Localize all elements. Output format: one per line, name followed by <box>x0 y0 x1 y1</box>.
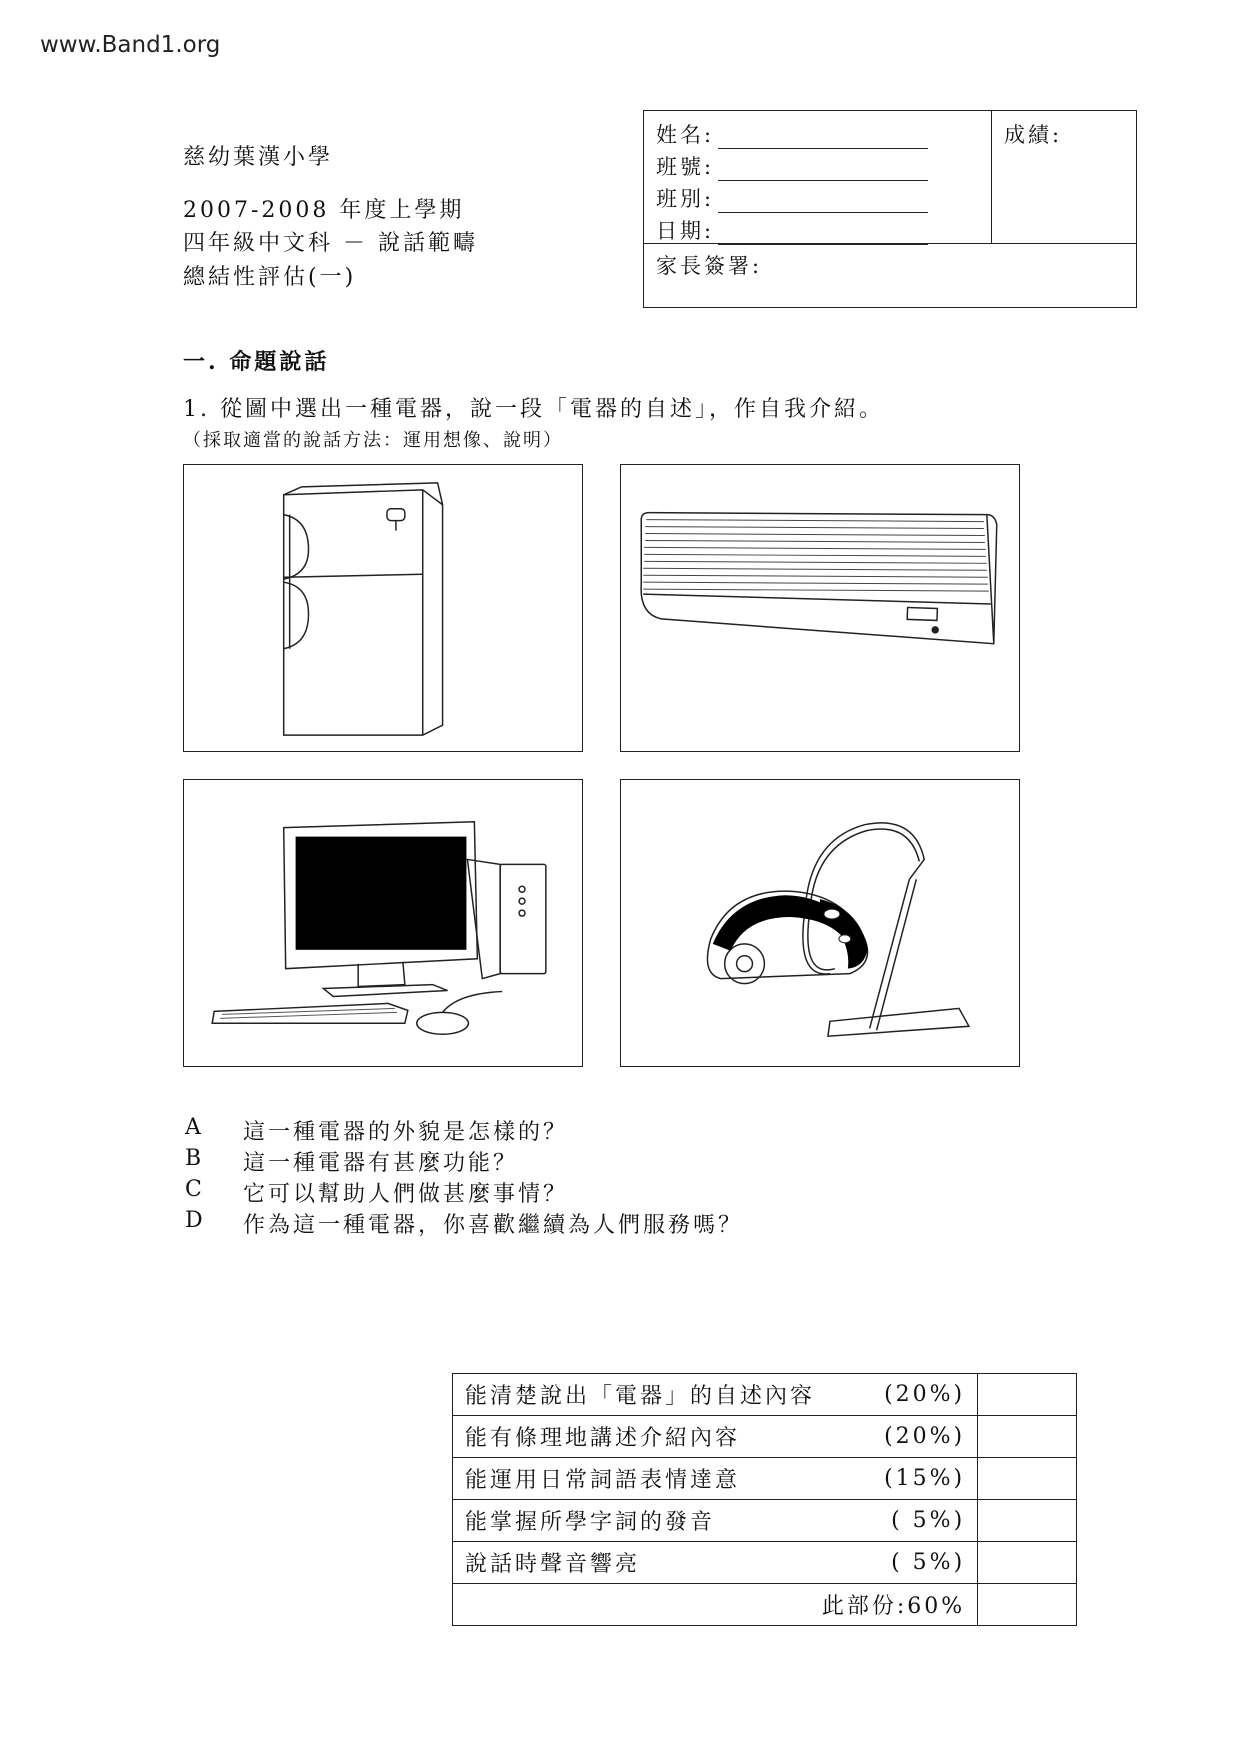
rubric-criterion: 能掌握所學字詞的發音 <box>465 1510 716 1535</box>
class-number-label: 班號: <box>656 155 715 179</box>
air-conditioner-icon <box>621 465 1019 751</box>
name-field[interactable] <box>656 119 928 149</box>
rubric-criterion: 能有條理地講述介紹內容 <box>465 1426 741 1451</box>
rubric-weight: (15%) <box>884 1466 966 1491</box>
class-field[interactable] <box>656 183 928 213</box>
prompt-letter: A <box>185 1115 204 1140</box>
watermark: www.Band1.org <box>40 32 221 58</box>
rubric-weight: (20%) <box>884 1424 966 1449</box>
prompt-text: 它可以幫助人們做甚麼事情？ <box>243 1182 569 1207</box>
parent-signature-cell[interactable] <box>644 243 1136 307</box>
air-conditioner-picture <box>620 464 1020 752</box>
rubric-total-row <box>453 1584 1077 1626</box>
rubric-weight: ( 5%) <box>891 1508 966 1533</box>
score-cell[interactable] <box>992 111 1136 243</box>
refrigerator-picture <box>183 464 583 752</box>
prompt-text: 作為這一種電器，你喜歡繼續為人們服務嗎？ <box>243 1213 744 1238</box>
question-note: （採取適當的說話方法：運用想像、說明） <box>183 430 563 451</box>
rubric-table <box>452 1373 1077 1626</box>
assessment-title: 總結性評估(一) <box>183 265 357 290</box>
score-box[interactable] <box>978 1374 1077 1416</box>
parent-signature-label: 家長簽署: <box>656 254 763 278</box>
prompt-letter: D <box>185 1208 206 1233</box>
prompt-b <box>185 1146 518 1177</box>
student-info-box <box>643 110 1137 308</box>
student-fields <box>644 111 992 243</box>
prompt-text: 這一種電器有甚麼功能？ <box>243 1151 519 1176</box>
class-number-field[interactable] <box>656 151 928 181</box>
subject-label: 四年級中文科 － 說話範疇 <box>183 231 478 256</box>
score-box[interactable] <box>978 1458 1077 1500</box>
class-label: 班別: <box>656 187 715 211</box>
score-box[interactable] <box>978 1416 1077 1458</box>
date-field[interactable] <box>656 215 928 245</box>
prompt-d <box>185 1208 743 1239</box>
rubric-criterion: 能清楚說出「電器」的自述內容 <box>465 1384 816 1409</box>
rubric-weight: (20%) <box>884 1382 966 1407</box>
rubric-criterion: 說話時聲音響亮 <box>465 1552 641 1577</box>
rubric-total: 此部份:60% <box>453 1584 978 1626</box>
rubric-row <box>453 1374 1077 1416</box>
total-score-box[interactable] <box>978 1584 1077 1626</box>
rubric-criterion: 能運用日常詞語表情達意 <box>465 1468 741 1493</box>
section-title: 一. 命題說話 <box>183 349 330 375</box>
rubric-row <box>453 1542 1077 1584</box>
desktop-computer-icon <box>184 780 582 1066</box>
prompt-text: 這一種電器的外貌是怎樣的？ <box>243 1120 569 1145</box>
vacuum-cleaner-icon <box>621 780 1019 1066</box>
refrigerator-icon <box>184 465 582 751</box>
prompt-letter: C <box>185 1177 205 1202</box>
school-name: 慈幼葉漢小學 <box>183 145 334 170</box>
score-box[interactable] <box>978 1500 1077 1542</box>
computer-picture <box>183 779 583 1067</box>
question-text: 1. 從圖中選出一種電器，說一段「電器的自述」，作自我介紹。 <box>183 397 884 422</box>
date-label: 日期: <box>656 219 715 243</box>
name-label: 姓名: <box>656 123 715 147</box>
rubric-row <box>453 1500 1077 1542</box>
prompt-c <box>185 1177 568 1208</box>
rubric-row <box>453 1416 1077 1458</box>
rubric-weight: ( 5%) <box>891 1550 966 1575</box>
prompt-letter: B <box>185 1146 205 1171</box>
score-box[interactable] <box>978 1542 1077 1584</box>
rubric-row <box>453 1458 1077 1500</box>
prompt-a <box>185 1115 568 1146</box>
vacuum-picture <box>620 779 1020 1067</box>
score-label: 成績: <box>1004 123 1063 147</box>
term-label: 2007-2008 年度上學期 <box>183 198 465 223</box>
